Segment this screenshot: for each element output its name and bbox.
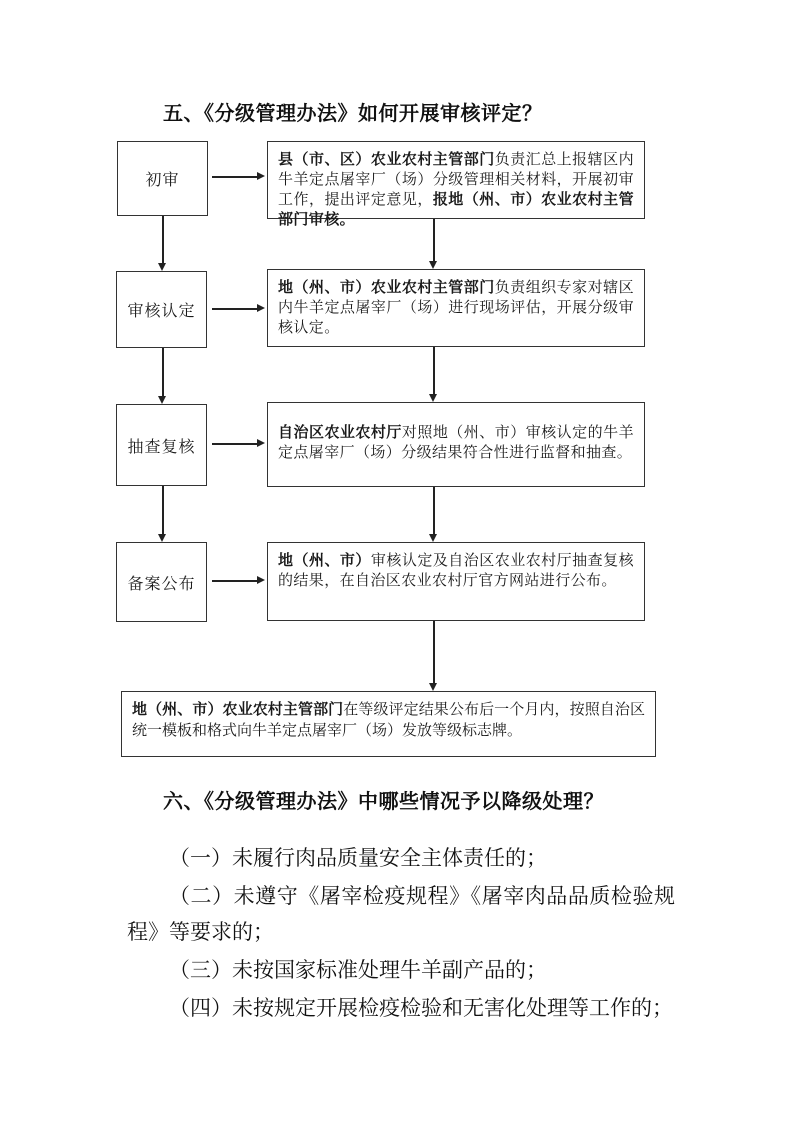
section5-heading: 五、《分级管理办法》如何开展审核评定？ (163, 103, 543, 125)
list-item: （三）未按国家标准处理牛羊副产品的； (169, 958, 547, 982)
flow-stage-box-spot-check (116, 404, 207, 486)
flow-final-note-box (121, 691, 656, 757)
flow-desc-box-spot-check (267, 402, 645, 487)
list-item: （一）未履行肉品质量安全主体责任的； (169, 846, 547, 870)
desc-text: 负责汇总上报辖区内牛羊定点屠宰厂（场）分级管理相关材料，开展初审工作，提出评定意见， (278, 152, 634, 208)
flow-stage-box-record-publication (116, 542, 207, 622)
list-item: （二）未遵守《屠宰检疫规程》《屠宰肉品品质检验规程》等要求的； (127, 884, 675, 944)
downgrade-item-list (127, 840, 675, 1028)
section6-heading: 六、《分级管理办法》中哪些情况予以降级处理？ (163, 791, 604, 813)
desc-text: 在等级评定结果公布后一个月内，按照自治区统一模板和格式向牛羊定点屠宰厂（场）发放等级标志牌。 (132, 702, 645, 739)
desc-bold-text: 地（州、市）农业农村主管部门 (278, 280, 495, 296)
desc-text: 对照地（州、市）审核认定的牛羊定点屠宰厂（场）分级结果符合性进行监督和抽查。 (278, 425, 634, 461)
list-item: （四）未按规定开展检疫检验和无害化处理等工作的； (169, 996, 673, 1020)
desc-bold-text: 报地（州、市）农业农村主管部门审核。 (278, 192, 634, 228)
desc-bold-text: 地（州、市）农业农村主管部门 (132, 702, 344, 718)
desc-text: 负责组织专家对辖区内牛羊定点屠宰厂（场）进行现场评估，开展分级审核认定。 (278, 280, 634, 336)
desc-bold-text: 地（州、市） (278, 553, 371, 569)
flow-desc-box-record-publication (267, 542, 645, 621)
flow-stage-box-review-confirmation (116, 271, 207, 348)
desc-text: 审核认定及自治区农业农村厅抽查复核的结果，在自治区农业农村厅官方网站进行公布。 (278, 553, 634, 589)
flow-stage-label: 抽查复核 (127, 438, 196, 456)
flow-desc-box-preliminary-review (267, 141, 645, 228)
flow-desc-box-review-confirmation (267, 269, 645, 347)
flow-stage-label: 备案公布 (127, 575, 196, 593)
flow-stage-box-preliminary-review (117, 141, 208, 216)
flow-stage-label: 审核认定 (127, 303, 196, 320)
desc-bold-text: 自治区农业农村厅 (278, 425, 402, 441)
desc-bold-text: 县（市、区）农业农村主管部门 (278, 152, 495, 168)
flow-stage-label: 初审 (145, 172, 180, 189)
